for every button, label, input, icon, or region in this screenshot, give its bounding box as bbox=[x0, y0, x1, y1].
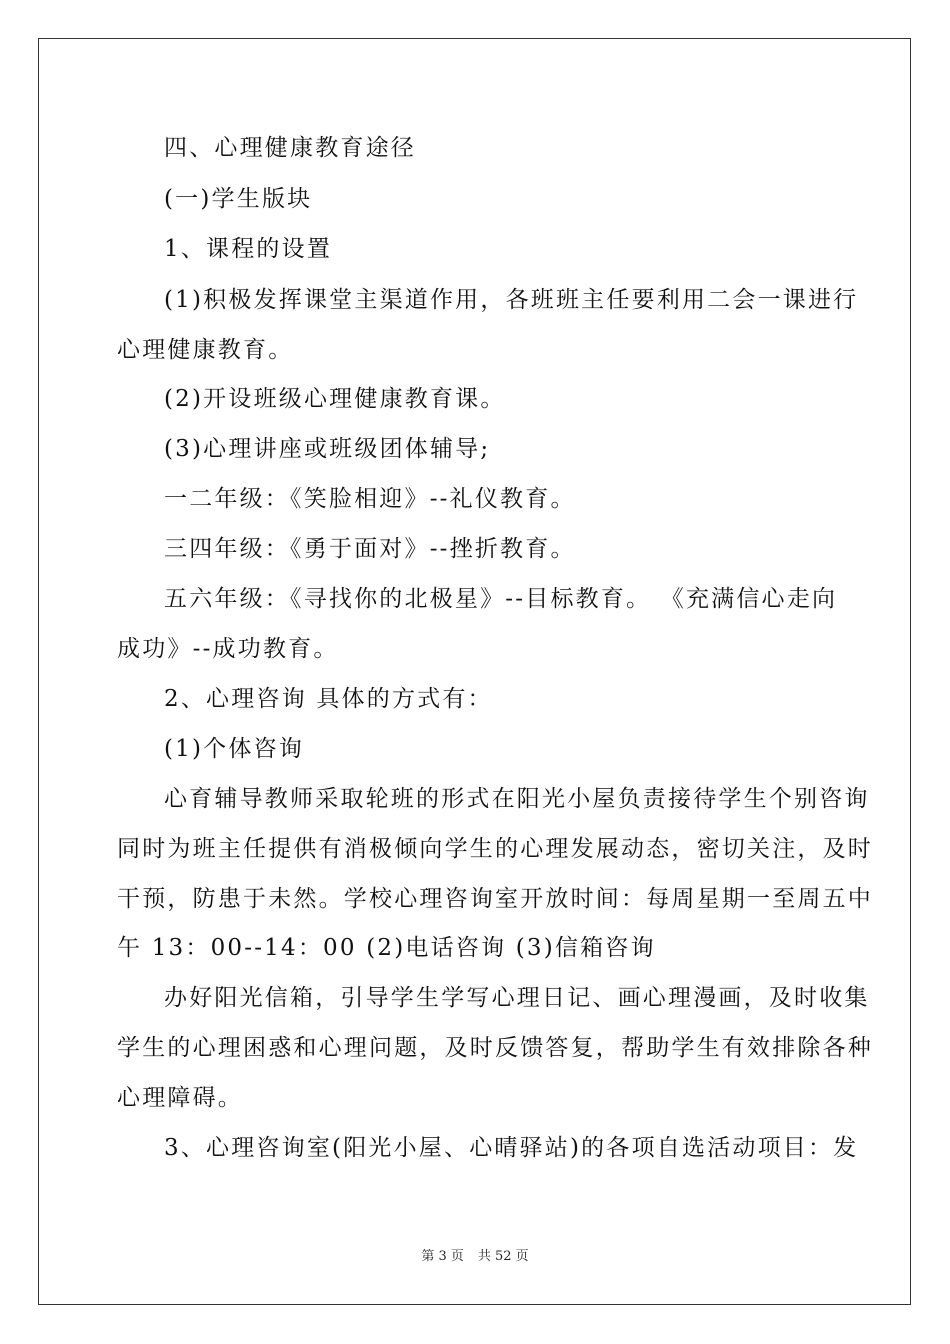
section-heading: 四、心理健康教育途径 bbox=[164, 135, 416, 161]
paragraph-line: 同时为班主任提供有消极倾向学生的心理发展动态，密切关注，及时 bbox=[117, 836, 873, 862]
paragraph-line: 学生的心理困惑和心理问题，及时反馈答复，帮助学生有效排除各种 bbox=[117, 1035, 873, 1061]
paragraph-line: 午 13：00--14：00 (2)电话咨询 (3)信箱咨询 bbox=[117, 935, 656, 961]
page-border bbox=[38, 38, 911, 1305]
item-heading: 1、课程的设置 bbox=[164, 236, 333, 262]
item-heading: 3、心理咨询室(阳光小屋、心晴驿站)的各项自选活动项目：发 bbox=[164, 1135, 859, 1161]
paragraph-line: (1)积极发挥课堂主渠道作用，各班班主任要利用二会一课进行 bbox=[164, 287, 859, 313]
paragraph-line: 成功》--成功教育。 bbox=[117, 636, 339, 662]
paragraph-line: 心理健康教育。 bbox=[117, 337, 294, 363]
paragraph-line: 办好阳光信箱，引导学生学写心理日记、画心理漫画，及时收集 bbox=[164, 985, 870, 1011]
item-heading: 2、心理咨询 具体的方式有： bbox=[164, 686, 493, 712]
paragraph-line: 心育辅导教师采取轮班的形式在阳光小屋负责接待学生个别咨询 bbox=[164, 786, 870, 812]
page-footer bbox=[0, 1248, 950, 1266]
subsection-heading: (一)学生版块 bbox=[164, 186, 313, 212]
paragraph-line: (3)心理讲座或班级团体辅导; bbox=[164, 436, 491, 462]
paragraph-line: 干预，防患于未然。学校心理咨询室开放时间：每周星期一至周五中 bbox=[117, 886, 873, 912]
paragraph-line: (1)个体咨询 bbox=[164, 736, 304, 762]
page-total: 共 52 页 bbox=[477, 1249, 529, 1264]
paragraph-line: 心理障碍。 bbox=[117, 1085, 243, 1111]
paragraph-line: 五六年级：《寻找你的北极星》--目标教育。 《充满信心走向 bbox=[164, 586, 838, 612]
page-number: 第 3 页 bbox=[421, 1249, 464, 1264]
paragraph-line: (2)开设班级心理健康教育课。 bbox=[164, 386, 506, 412]
paragraph-line: 三四年级：《勇于面对》--挫折教育。 bbox=[164, 536, 576, 562]
paragraph-line: 一二年级：《笑脸相迎》--礼仪教育。 bbox=[164, 486, 576, 512]
